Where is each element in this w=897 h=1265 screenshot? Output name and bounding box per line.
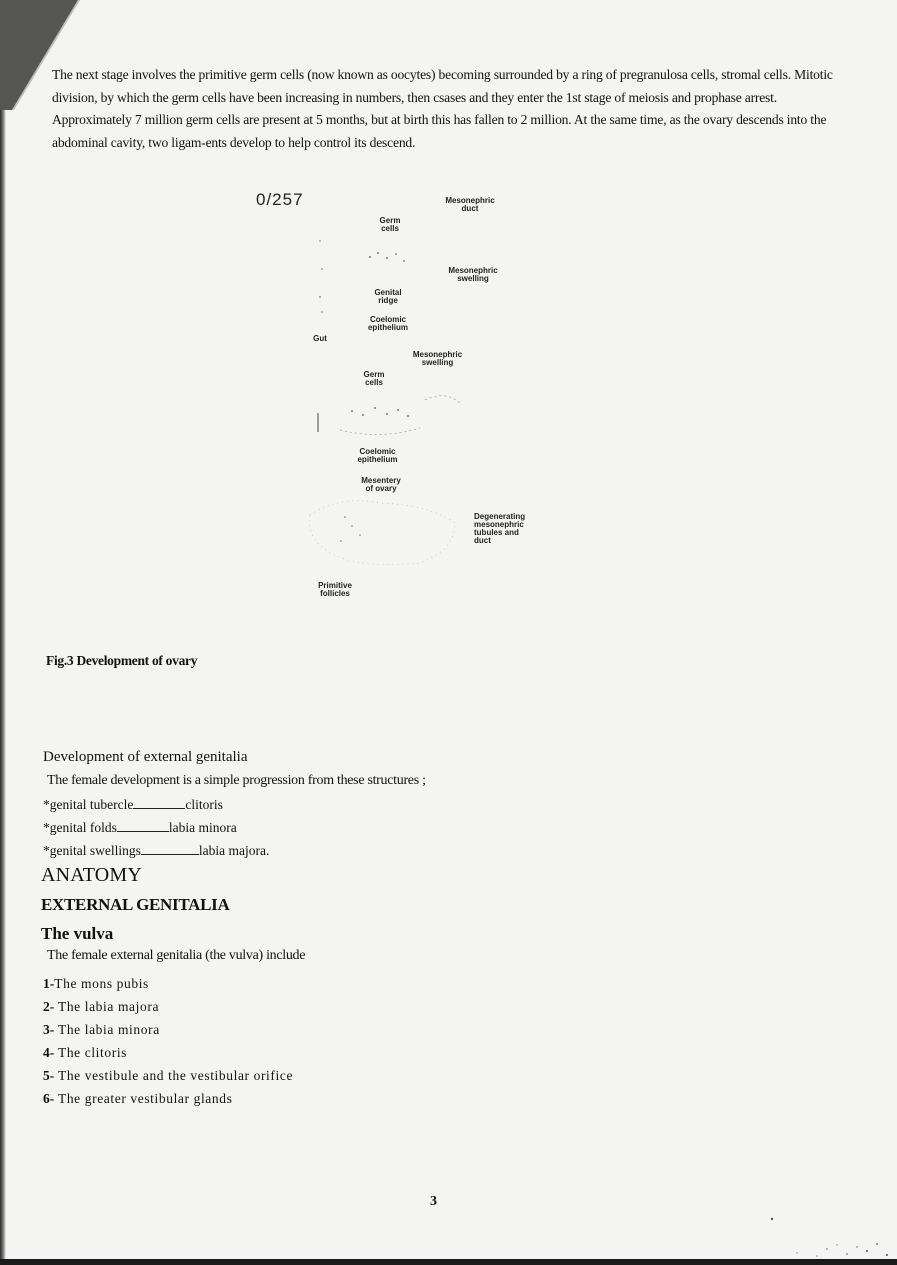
list-item [43,972,293,995]
item-number: 4- [43,1045,55,1060]
mapping-row [43,796,223,813]
list-item [43,1064,293,1087]
fill-in-blank [141,842,199,855]
list-item [43,1018,293,1041]
label-mesonephric-swelling-top: Mesonephric swelling [448,266,498,283]
item-text: The labia majora [54,999,160,1014]
fill-in-blank [133,796,185,809]
item-number: 2- [43,999,55,1014]
label-primitive-follicles: Primitive follicles [318,581,352,598]
list-item [43,995,293,1018]
label-genital-ridge: Genital ridge [374,288,402,305]
mapping-to: labia majora. [198,843,270,858]
vulva-intro: The female external genitalia (the vulva) include [47,948,306,963]
label-mesonephric-swelling-mid: Mesonephric swelling [412,350,463,367]
intro-paragraph: The next stage involves the primitive germ cells (now known as oocytes) becoming surrounded by a ring of pregranulosa cells, stromal cells. Mitotic division, by which the germ cells have been increasing in numbers, then csases and they enter the 1st stage of meiosis and prophase arrest. Approximately 7 million germ cells are present at 5 months, but at birth this has fallen to 2 million. At the same time, as the ovary descends into the abdominal cavity, two ligam-ents develop to help control its descend. [52,67,833,150]
label-germ-cells-mid: Germ cells [363,370,385,387]
mapping-from: *genital tubercle [43,797,134,812]
label-gut: Gut [313,334,327,343]
label-degenerating-tubules: Degenerating mesonephric tubules and duct [474,512,526,545]
label-mesentery-of-ovary: Mesentery of ovary [361,476,401,493]
item-text: The vestibule and the vestibular orifice [54,1068,294,1083]
mapping-from: *genital folds [43,820,117,835]
ovary-development-figure [250,185,570,605]
item-text: The greater vestibular glands [54,1091,233,1106]
mapping-to: labia minora [168,820,237,835]
anatomy-heading: ANATOMY [41,864,143,886]
mapping-from: *genital swellings [43,843,141,858]
scan-noise-speckle [677,1199,897,1259]
label-mesonephric-duct: Mesonephric duct [445,196,495,213]
vulva-heading: The vulva [41,924,114,943]
label-germ-cells-top: Germ cells [379,216,401,233]
scan-bottom-edge [0,1259,897,1265]
vulva-parts-list [43,972,293,1110]
mapping-to: clitoris [185,797,223,812]
item-number: 3- [43,1022,55,1037]
item-text: The clitoris [54,1045,128,1060]
item-text: The mons pubis [54,976,149,991]
mapping-row [43,819,237,836]
scan-left-edge [0,110,6,1260]
external-genitalia-dev-heading: Development of external genitalia [43,749,248,765]
item-number: 1- [43,976,55,991]
item-number: 6- [43,1091,55,1106]
label-coelomic-epithelium-top: Coelomic epithelium [367,315,408,332]
label-coelomic-epithelium-mid: Coelomic epithelium [357,447,398,464]
figure-caption: Fig.3 Development of ovary [46,653,198,668]
item-text: The labia minora [54,1022,160,1037]
external-genitalia-heading: EXTERNAL GENITALIA [41,895,230,914]
figure-code-label: 0/257 [256,190,304,209]
external-genitalia-dev-intro: The female development is a simple progression from these structures ; [47,773,426,788]
item-number: 5- [43,1068,55,1083]
list-item [43,1041,293,1064]
list-item [43,1087,293,1110]
mapping-row [43,842,269,859]
page-number: 3 [430,1194,437,1209]
fill-in-blank [117,819,169,832]
